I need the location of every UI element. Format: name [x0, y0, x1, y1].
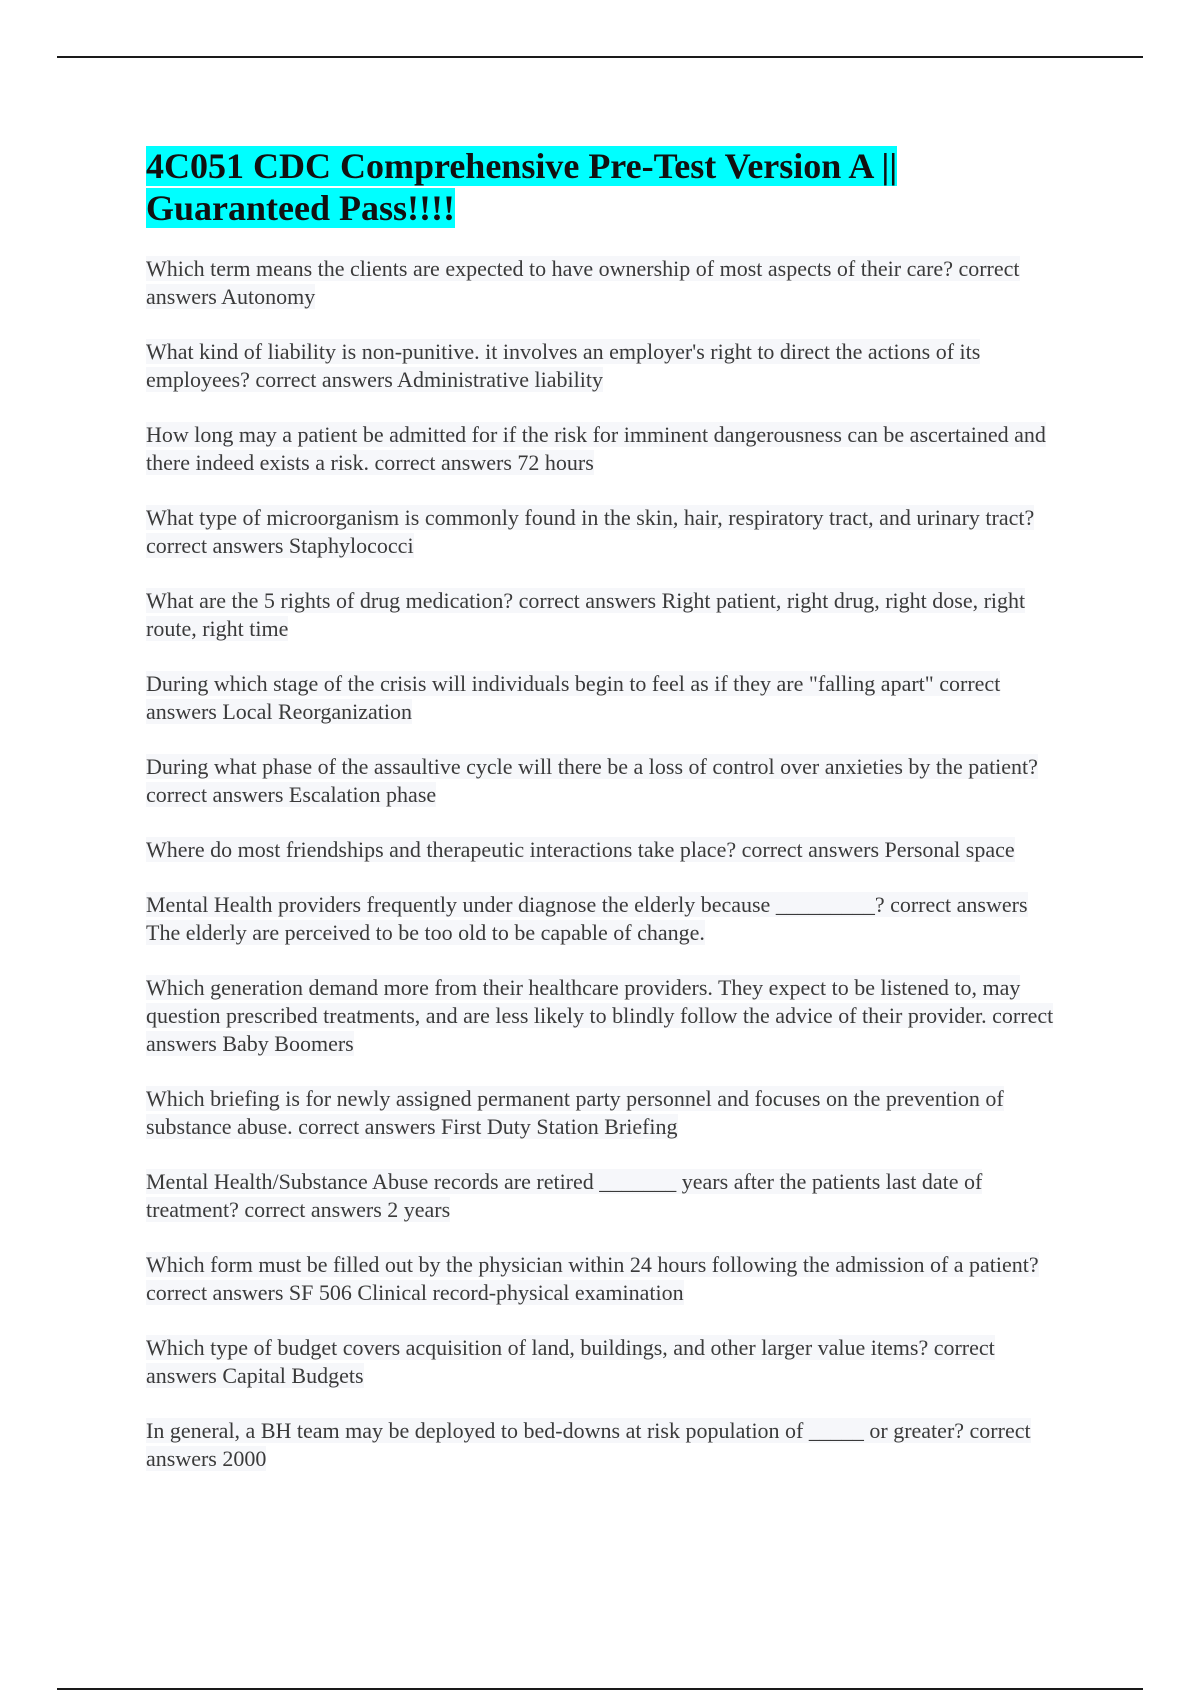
header-rule [57, 56, 1143, 58]
qa-text: Mental Health/Substance Abuse records are retired _______ years after the patients last date of treatment? correct answers 2 years [146, 1169, 983, 1222]
qa-text: How long may a patient be admitted for if the risk for imminent dangerousness can be ascertained and there indeed exists a risk. correct answers 72 hours [146, 422, 1046, 475]
qa-text: Which term means the clients are expected to have ownership of most aspects of their care? correct answers Autonomy [146, 256, 1020, 309]
document-body [146, 145, 1066, 1500]
qa-item [146, 1085, 1066, 1141]
qa-list [146, 255, 1066, 1473]
qa-text: During which stage of the crisis will individuals begin to feel as if they are "falling apart" correct answers Local Reorganization [146, 671, 1001, 724]
document-title [146, 145, 1066, 229]
qa-text: What are the 5 rights of drug medication? correct answers Right patient, right drug, right dose, right route, right time [146, 588, 1026, 641]
qa-item [146, 255, 1066, 311]
qa-item [146, 891, 1066, 947]
qa-item [146, 587, 1066, 643]
qa-text: During what phase of the assaultive cycle will there be a loss of control over anxieties by the patient? correct answers Escalation phase [146, 754, 1038, 807]
qa-item [146, 670, 1066, 726]
qa-text: Which type of budget covers acquisition of land, buildings, and other larger value items? correct answers Capital Budgets [146, 1335, 995, 1388]
qa-item [146, 1417, 1066, 1473]
qa-text: Mental Health providers frequently under diagnose the elderly because _________? correct answers The elderly are perceived to be too old to be capable of change. [146, 892, 1028, 945]
qa-item [146, 1251, 1066, 1307]
qa-item [146, 1334, 1066, 1390]
qa-item [146, 421, 1066, 477]
qa-text: What type of microorganism is commonly found in the skin, hair, respiratory tract, and urinary tract? correct answers Staphylococci [146, 505, 1035, 558]
qa-item [146, 338, 1066, 394]
qa-text: Which briefing is for newly assigned permanent party personnel and focuses on the prevention of substance abuse. correct answers First Duty Station Briefing [146, 1086, 1004, 1139]
qa-item [146, 836, 1066, 864]
qa-text: What kind of liability is non-punitive. it involves an employer's right to direct the actions of its employees? correct answers Administrative liability [146, 339, 981, 392]
qa-item [146, 1168, 1066, 1224]
qa-text: Which form must be filled out by the physician within 24 hours following the admission of a patient? correct answers SF 506 Clinical record-physical examination [146, 1252, 1039, 1305]
qa-text: Where do most friendships and therapeutic interactions take place? correct answers Personal space [146, 837, 1015, 862]
footer-rule [57, 1688, 1143, 1690]
qa-text: Which generation demand more from their healthcare providers. They expect to be listened to, may question prescribed treatments, and are less likely to blindly follow the advice of their provider. correct answers Baby Boomers [146, 975, 1054, 1056]
qa-item [146, 753, 1066, 809]
qa-item [146, 974, 1066, 1058]
qa-item [146, 504, 1066, 560]
qa-text: In general, a BH team may be deployed to bed-downs at risk population of _____ or greater? correct answers 2000 [146, 1418, 1031, 1471]
document-title-text: 4C051 CDC Comprehensive Pre-Test Version A || Guaranteed Pass!!!! [146, 146, 898, 228]
